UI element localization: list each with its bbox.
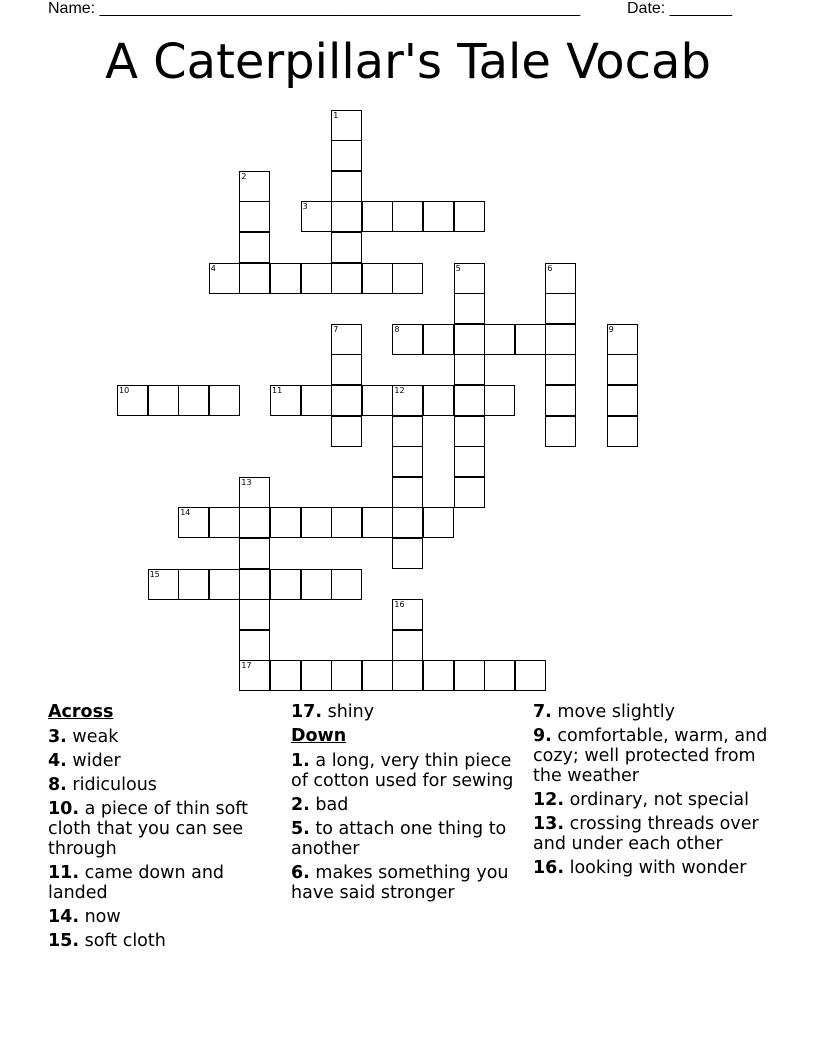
date-field[interactable]: Date: _______ — [627, 0, 732, 17]
clue-number: 12. — [533, 790, 565, 810]
clue-text: ordinary, not special — [569, 790, 749, 810]
crossword-cell[interactable] — [331, 660, 362, 691]
crossword-cell[interactable] — [454, 263, 485, 294]
crossword-cell[interactable] — [331, 354, 362, 385]
clue-text: crossing threads over and under each other — [533, 814, 759, 854]
clue-number: 6. — [291, 863, 310, 883]
crossword-cell[interactable] — [607, 385, 638, 416]
crossword-cell[interactable] — [362, 201, 393, 232]
crossword-cell[interactable] — [423, 385, 454, 416]
clue-across-4 — [48, 751, 278, 771]
crossword-cell[interactable] — [239, 232, 270, 263]
clue-across-10 — [48, 799, 278, 859]
crossword-cell[interactable] — [484, 660, 515, 691]
cell-number: 17 — [241, 661, 252, 671]
crossword-cell[interactable] — [209, 385, 240, 416]
crossword-cell[interactable] — [331, 201, 362, 232]
crossword-cell[interactable] — [392, 263, 423, 294]
crossword-cell[interactable] — [454, 446, 485, 477]
crossword-cell[interactable] — [484, 385, 515, 416]
crossword-cell[interactable] — [545, 324, 576, 355]
crossword-cell[interactable] — [209, 507, 240, 538]
crossword-cell[interactable] — [454, 201, 485, 232]
clue-number: 14. — [48, 907, 80, 927]
crossword-cell[interactable] — [607, 354, 638, 385]
crossword-cell[interactable] — [515, 660, 546, 691]
clue-number: 7. — [533, 702, 552, 722]
crossword-cell[interactable] — [239, 599, 270, 630]
crossword-cell[interactable] — [484, 324, 515, 355]
crossword-cell[interactable] — [239, 569, 270, 600]
cell-number: 7 — [333, 324, 339, 334]
clue-text: comfortable, warm, and cozy; well protected from the weather — [533, 726, 768, 786]
cell-number: 2 — [241, 171, 247, 181]
crossword-cell[interactable] — [392, 630, 423, 661]
clue-down-13 — [533, 814, 773, 854]
clue-number: 10. — [48, 799, 80, 819]
crossword-cell[interactable] — [423, 324, 454, 355]
crossword-cell[interactable] — [392, 416, 423, 447]
crossword-cell[interactable] — [301, 201, 332, 232]
crossword-cell[interactable] — [148, 385, 179, 416]
crossword-cell[interactable] — [331, 324, 362, 355]
crossword-cell[interactable] — [270, 263, 301, 294]
clue-number: 3. — [48, 727, 67, 747]
crossword-cell[interactable] — [239, 538, 270, 569]
crossword-cell[interactable] — [392, 477, 423, 508]
clue-text: ridiculous — [72, 775, 157, 795]
crossword-cell[interactable] — [392, 201, 423, 232]
clue-across-11 — [48, 863, 278, 903]
crossword-cell[interactable] — [239, 630, 270, 661]
crossword-cell[interactable] — [362, 385, 393, 416]
clue-text: a piece of thin soft cloth that you can see through — [48, 799, 249, 859]
crossword-cell[interactable] — [301, 660, 332, 691]
cell-number: 3 — [302, 202, 308, 212]
crossword-cell[interactable] — [331, 569, 362, 600]
crossword-cell[interactable] — [239, 263, 270, 294]
crossword-cell[interactable] — [545, 385, 576, 416]
clue-across-8 — [48, 775, 278, 795]
crossword-cell[interactable] — [454, 324, 485, 355]
crossword-cell[interactable] — [362, 660, 393, 691]
crossword-cell[interactable] — [331, 507, 362, 538]
clues-column-2 — [291, 702, 523, 907]
crossword-cell[interactable] — [392, 599, 423, 630]
crossword-cell[interactable] — [178, 507, 209, 538]
clue-number: 13. — [533, 814, 565, 834]
clue-number: 15. — [48, 931, 80, 951]
crossword-cell[interactable] — [178, 569, 209, 600]
name-field[interactable]: Name: ______________________________________________________ — [48, 0, 581, 17]
clue-number: 17. — [291, 702, 323, 722]
crossword-cell[interactable] — [392, 385, 423, 416]
clue-number: 2. — [291, 795, 310, 815]
clue-number: 8. — [48, 775, 67, 795]
crossword-cell[interactable] — [331, 263, 362, 294]
clue-text: move slightly — [557, 702, 675, 722]
crossword-cell[interactable] — [545, 263, 576, 294]
crossword-cell[interactable] — [148, 569, 179, 600]
clue-number: 16. — [533, 858, 565, 878]
clue-down-6 — [291, 863, 523, 903]
cell-number: 9 — [608, 324, 614, 334]
crossword-cell[interactable] — [239, 507, 270, 538]
clue-across-15 — [48, 931, 278, 951]
cell-number: 15 — [149, 569, 160, 579]
crossword-cell[interactable] — [392, 446, 423, 477]
crossword-cell[interactable] — [301, 507, 332, 538]
crossword-cell[interactable] — [178, 385, 209, 416]
crossword-cell[interactable] — [454, 354, 485, 385]
crossword-cell[interactable] — [545, 293, 576, 324]
clue-text: now — [84, 907, 121, 927]
crossword-cell[interactable] — [454, 660, 485, 691]
crossword-cell[interactable] — [392, 324, 423, 355]
crossword-cell[interactable] — [607, 324, 638, 355]
clue-across-3 — [48, 727, 278, 747]
crossword-cell[interactable] — [209, 569, 240, 600]
crossword-cell[interactable] — [545, 354, 576, 385]
across-heading: Across — [48, 702, 114, 722]
clue-down-9 — [533, 726, 773, 786]
clue-across-17 — [291, 702, 523, 722]
clue-down-7 — [533, 702, 773, 722]
crossword-cell[interactable] — [423, 660, 454, 691]
cell-number: 6 — [547, 263, 553, 273]
cell-number: 16 — [394, 600, 405, 610]
clue-down-1 — [291, 751, 523, 791]
crossword-cell[interactable] — [362, 263, 393, 294]
crossword-cell[interactable] — [515, 324, 546, 355]
clue-number: 9. — [533, 726, 552, 746]
crossword-cell[interactable] — [545, 416, 576, 447]
cell-number: 5 — [455, 263, 461, 273]
clues-column-1 — [48, 702, 278, 955]
clue-number: 4. — [48, 751, 67, 771]
crossword-cell[interactable] — [239, 201, 270, 232]
clue-text: shiny — [327, 702, 375, 722]
crossword-cell[interactable] — [117, 385, 148, 416]
cell-number: 13 — [241, 477, 252, 487]
crossword-cell[interactable] — [331, 140, 362, 171]
crossword-cell[interactable] — [454, 416, 485, 447]
cell-number: 10 — [119, 385, 130, 395]
clue-text: a long, very thin piece of cotton used for sewing — [291, 751, 514, 791]
crossword-cell[interactable] — [607, 416, 638, 447]
clues-column-3 — [533, 702, 773, 882]
clue-text: wider — [72, 751, 121, 771]
clue-down-12 — [533, 790, 773, 810]
clue-text: looking with wonder — [569, 858, 747, 878]
clue-down-5 — [291, 819, 523, 859]
clue-text: to attach one thing to another — [291, 819, 507, 859]
cell-number: 8 — [394, 324, 400, 334]
crossword-cell[interactable] — [301, 263, 332, 294]
crossword-cell[interactable] — [423, 201, 454, 232]
clue-down-2 — [291, 795, 523, 815]
crossword-cell[interactable] — [209, 263, 240, 294]
crossword-cell[interactable] — [331, 171, 362, 202]
crossword-cell[interactable] — [331, 110, 362, 141]
crossword-cell[interactable] — [423, 507, 454, 538]
crossword-cell[interactable] — [331, 385, 362, 416]
clue-number: 5. — [291, 819, 310, 839]
crossword-cell[interactable] — [270, 507, 301, 538]
crossword-cell[interactable] — [331, 232, 362, 263]
clue-across-14 — [48, 907, 278, 927]
crossword-cell[interactable] — [331, 416, 362, 447]
page-title: A Caterpillar's Tale Vocab — [105, 34, 711, 90]
crossword-cell[interactable] — [239, 477, 270, 508]
clue-text: bad — [315, 795, 349, 815]
crossword-cell[interactable] — [270, 660, 301, 691]
crossword-cell[interactable] — [270, 569, 301, 600]
crossword-cell[interactable] — [301, 385, 332, 416]
clue-number: 1. — [291, 751, 310, 771]
crossword-cell[interactable] — [392, 538, 423, 569]
crossword-cell[interactable] — [392, 660, 423, 691]
cell-number: 14 — [180, 508, 191, 518]
cell-number: 11 — [272, 385, 283, 395]
cell-number: 12 — [394, 385, 405, 395]
clue-text: weak — [72, 727, 119, 747]
crossword-cell[interactable] — [239, 171, 270, 202]
crossword-cell[interactable] — [239, 660, 270, 691]
clue-number: 11. — [48, 863, 80, 883]
down-heading: Down — [291, 726, 347, 746]
crossword-cell[interactable] — [270, 385, 301, 416]
crossword-cell[interactable] — [392, 507, 423, 538]
clue-down-16 — [533, 858, 773, 878]
clue-text: makes something you have said stronger — [291, 863, 509, 903]
crossword-cell[interactable] — [362, 507, 393, 538]
clue-text: came down and landed — [48, 863, 225, 903]
cell-number: 1 — [333, 110, 339, 120]
cell-number: 4 — [210, 263, 216, 273]
clue-text: soft cloth — [84, 931, 166, 951]
crossword-cell[interactable] — [454, 477, 485, 508]
crossword-cell[interactable] — [454, 385, 485, 416]
crossword-cell[interactable] — [301, 569, 332, 600]
crossword-cell[interactable] — [454, 293, 485, 324]
